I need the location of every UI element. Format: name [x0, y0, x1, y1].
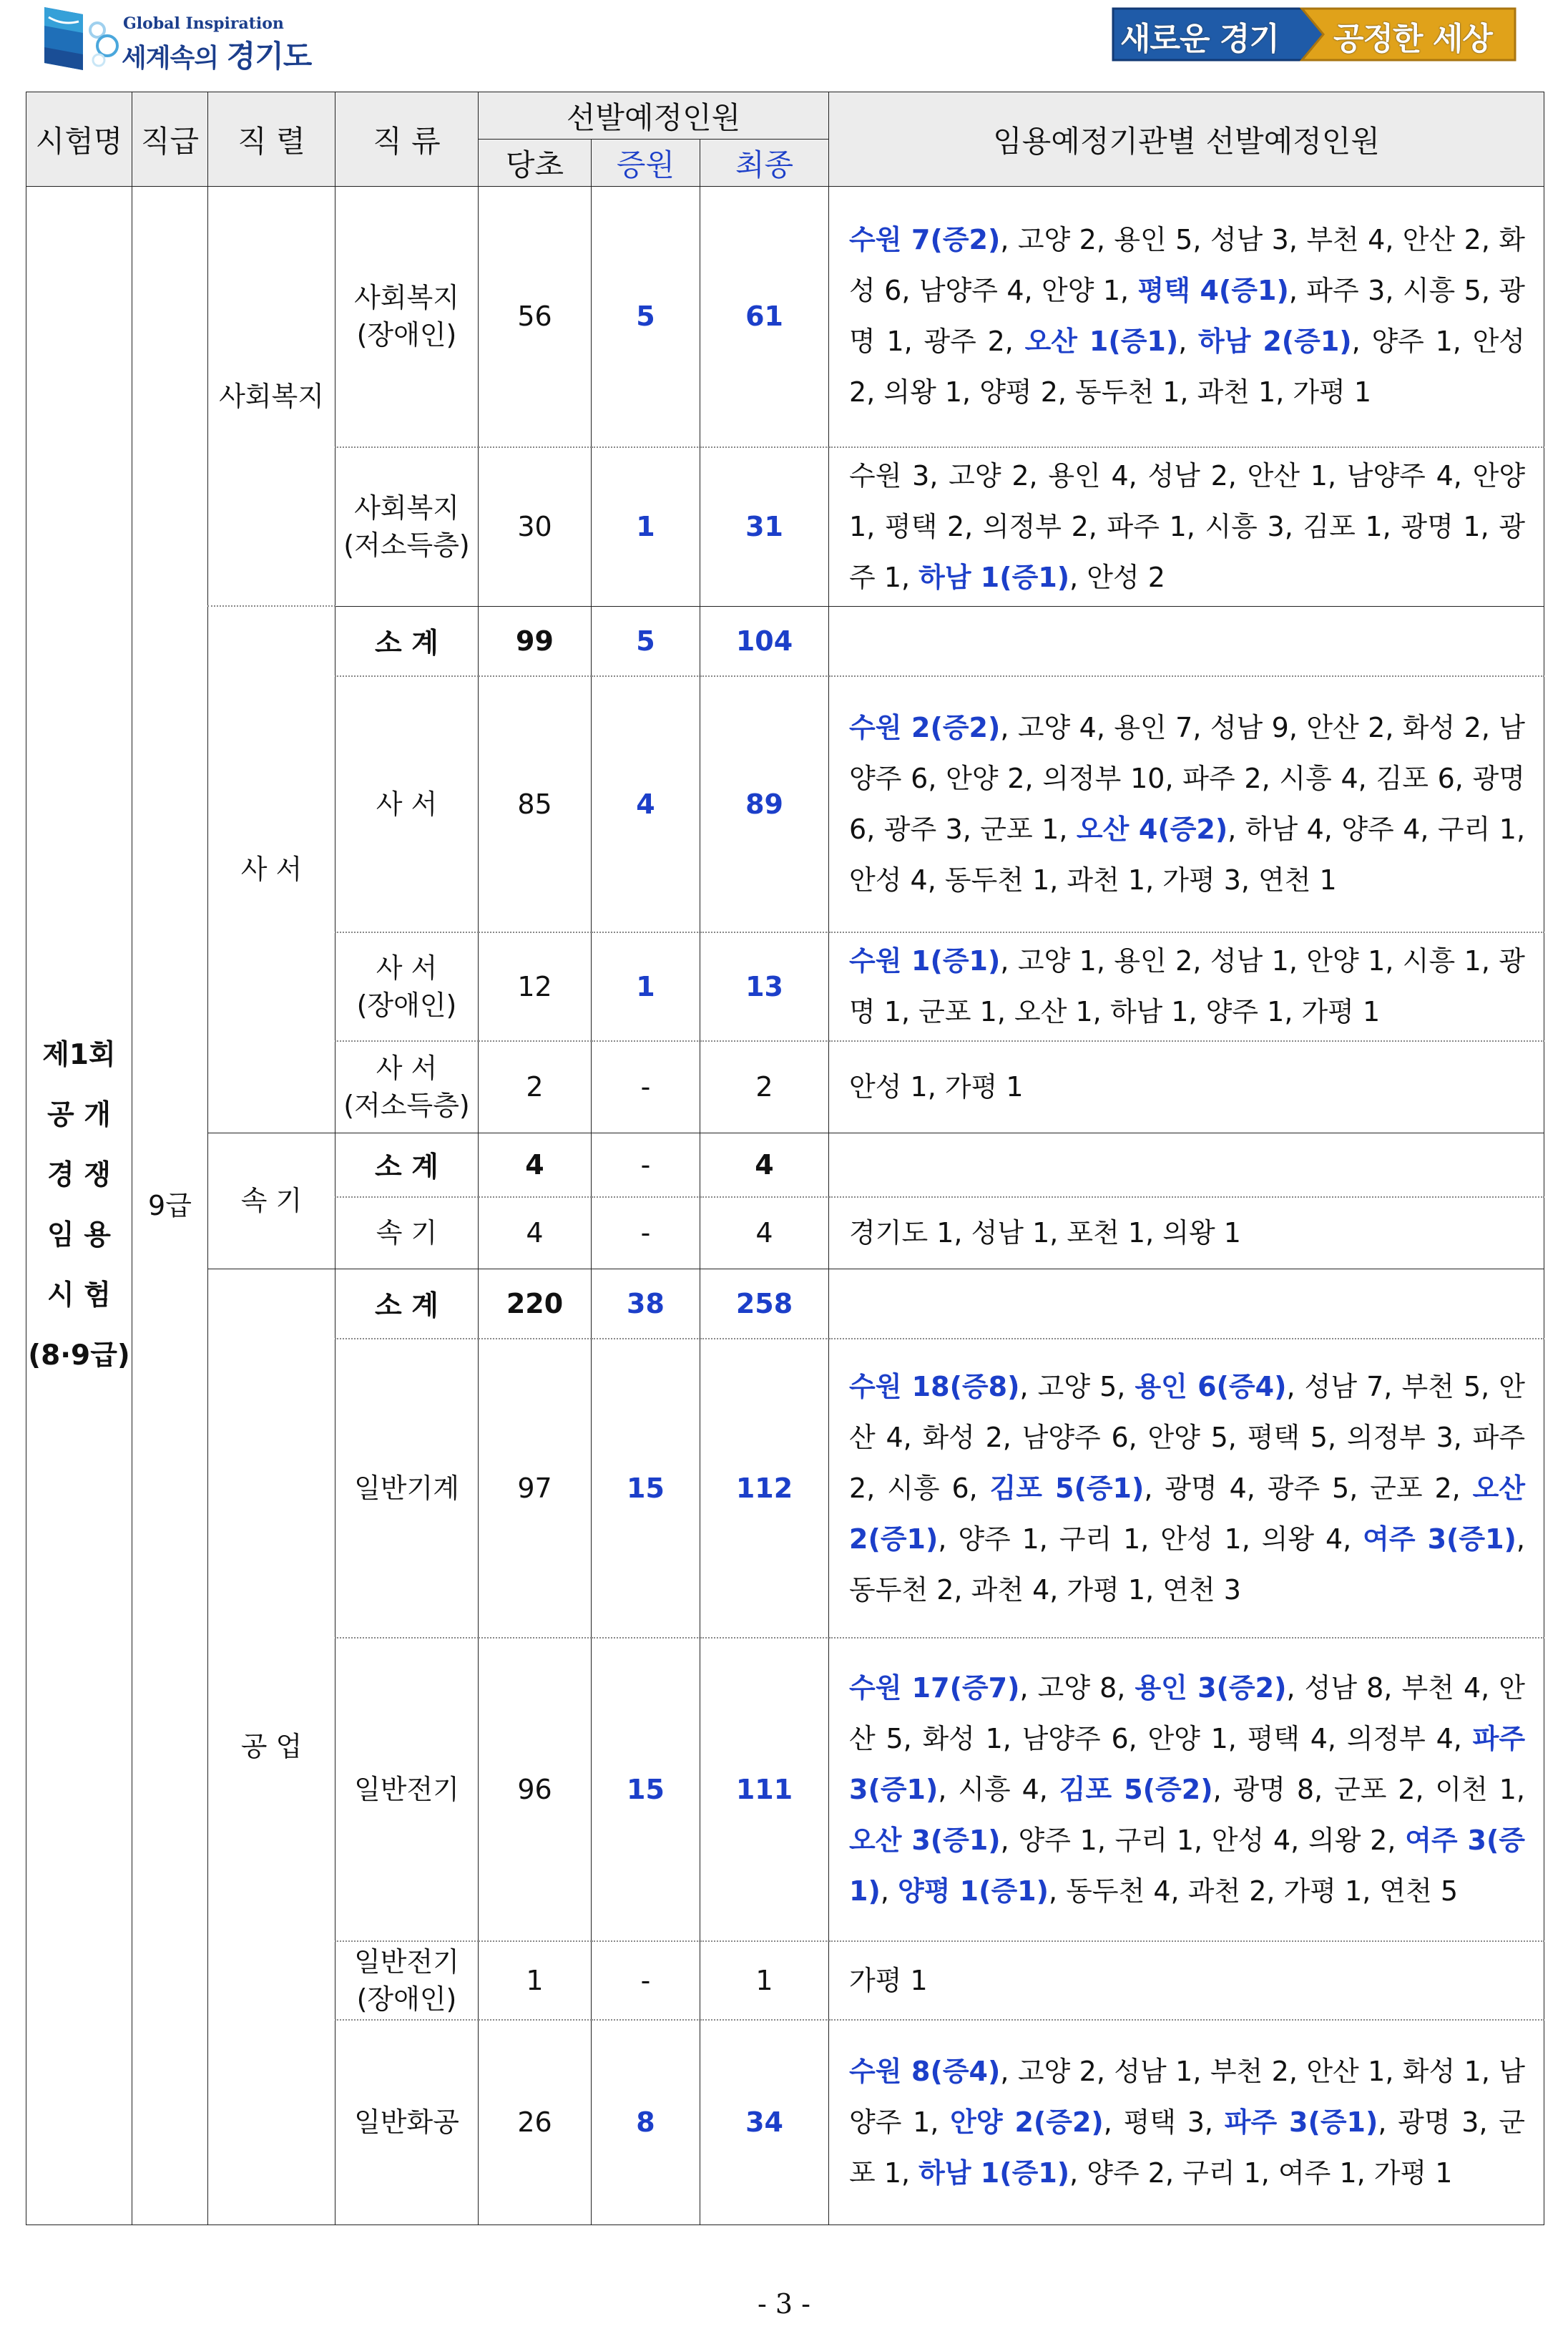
allocation-text: , 고양 2, 성남 1, 부천 2, 안산 1, 화성 1, 남양주 1, — [849, 2055, 1526, 2138]
empty-cell — [829, 1133, 1544, 1197]
allocation-text: , 시흥 4, — [938, 1773, 1059, 1805]
final-cell: 4 — [700, 1197, 829, 1269]
initial-cell: 4 — [479, 1197, 592, 1269]
increase-allocation: 오산 1(증1) — [1024, 326, 1179, 358]
header-class: 직 류 — [335, 92, 479, 187]
class-cell: 일반전기 (장애인) — [335, 1941, 479, 2020]
alloc-cell — [829, 1197, 1544, 1269]
increase-allocation: 수원 18(증8) — [849, 1370, 1020, 1402]
increase-cell: 4 — [592, 676, 700, 932]
exam-name-line: 임 용 — [47, 1219, 111, 1251]
recruitment-table — [26, 92, 1544, 2225]
allocation-text: , 고양 8, — [1019, 1671, 1135, 1704]
subtotal-final: 104 — [700, 606, 829, 676]
series-librarian: 사 서 — [208, 606, 335, 1133]
increase-cell: 1 — [592, 932, 700, 1041]
logo-subtitle: Global Inspiration — [123, 14, 284, 33]
alloc-cell — [829, 187, 1544, 447]
initial-cell: 2 — [479, 1041, 592, 1133]
subtotal-increase: - — [592, 1133, 700, 1197]
allocation-text: , 성남 8, 부천 4, 안산 5, 화성 1, 남양주 6, 안양 1, 평택 4, 의정부 4, — [849, 1671, 1526, 1754]
header-grade: 직급 — [132, 92, 208, 187]
page-number: - 3 - — [757, 2288, 810, 2320]
increase-cell: - — [592, 1941, 700, 2020]
increase-allocation: 오산 2(증1) — [849, 1472, 1526, 1555]
initial-cell: 1 — [479, 1941, 592, 2020]
increase-allocation: 용인 6(증4) — [1135, 1370, 1287, 1402]
header-series: 직 렬 — [208, 92, 335, 187]
alloc-cell — [829, 676, 1544, 932]
increase-allocation: 평택 4(증1) — [1137, 275, 1289, 307]
alloc-cell — [829, 2020, 1544, 2225]
alloc-cell — [829, 1941, 1544, 2020]
header-increase: 증원 — [592, 140, 700, 187]
exam-name-line: 제1회 — [42, 1038, 116, 1071]
empty-cell — [829, 606, 1544, 676]
empty-cell — [829, 1269, 1544, 1339]
increase-cell: 1 — [592, 447, 700, 607]
exam-name-line: 시 험 — [47, 1279, 111, 1312]
logo-title: 세계속의 경기도 — [122, 39, 312, 74]
initial-cell: 12 — [479, 932, 592, 1041]
increase-allocation: 수원 17(증7) — [849, 1671, 1020, 1704]
slogan-banner — [1110, 6, 1518, 63]
increase-allocation: 수원 2(증2) — [849, 712, 1001, 743]
allocation-text: , — [880, 1875, 898, 1907]
increase-allocation: 안양 2(증2) — [950, 2106, 1104, 2138]
allocation-text: , 고양 1, 용인 2, 성남 1, 안양 1, 시흥 1, 광명 1, 군포 1, 오산 1, 하남 1, 양주 1, 가평 1 — [849, 945, 1526, 1027]
allocation-text: , 양주 1, 구리 1, 안성 4, 의왕 2, — [1000, 1824, 1406, 1856]
increase-allocation: 수원 7(증2) — [849, 224, 1001, 256]
subtotal-label: 소 계 — [335, 1133, 479, 1197]
class-cell: 사 서 (장애인) — [335, 932, 479, 1041]
final-cell: 31 — [700, 447, 829, 607]
header-final: 최종 — [700, 140, 829, 187]
slogan-right: 공정한 세상 — [1333, 21, 1492, 57]
gyeonggi-logo — [41, 4, 328, 76]
initial-cell: 26 — [479, 2020, 592, 2225]
allocation-text: , 양주 2, 구리 1, 여주 1, 가평 1 — [1069, 2157, 1453, 2189]
increase-allocation: 김포 5(증1) — [989, 1472, 1145, 1504]
subtotal-label: 소 계 — [335, 1269, 479, 1339]
initial-cell: 30 — [479, 447, 592, 607]
increase-allocation: 하남 2(증1) — [1198, 326, 1352, 358]
gyeonggi-emblem-icon — [41, 4, 86, 73]
class-cell: 일반기계 — [335, 1339, 479, 1638]
increase-allocation: 파주 3(증1) — [1224, 2106, 1378, 2138]
increase-cell: 8 — [592, 2020, 700, 2225]
increase-cell: - — [592, 1197, 700, 1269]
subtotal-label: 소 계 — [335, 606, 479, 676]
increase-allocation: 오산 4(증2) — [1076, 814, 1228, 845]
final-cell: 112 — [700, 1339, 829, 1638]
allocation-text: , 양주 1, 안성 2, 의왕 1, 양평 2, 동두천 1, 과천 1, 가평 1 — [849, 326, 1526, 409]
class-cell: 일반화공 — [335, 2020, 479, 2225]
subtotal-final: 258 — [700, 1269, 829, 1339]
increase-cell: 15 — [592, 1339, 700, 1638]
subtotal-increase: 38 — [592, 1269, 700, 1339]
allocation-text: , 하남 4, 양주 4, 구리 1, 안성 4, 동두천 1, 과천 1, 가평 3, 연천 1 — [849, 814, 1526, 896]
allocation-text: , 동두천 4, 과천 2, 가평 1, 연천 5 — [1049, 1875, 1459, 1907]
allocation-text: 가평 1 — [849, 1964, 928, 1996]
allocation-text: 안성 1, 가평 1 — [849, 1070, 1024, 1103]
exam-name-line: 경 쟁 — [47, 1158, 111, 1191]
logo-swirl-icon — [84, 9, 124, 73]
increase-cell: - — [592, 1041, 700, 1133]
final-cell: 89 — [700, 676, 829, 932]
increase-allocation: 여주 3(증1) — [849, 1824, 1526, 1907]
series-stenography: 속 기 — [208, 1133, 335, 1269]
increase-cell: 5 — [592, 187, 700, 447]
allocation-text: , 성남 7, 부천 5, 안산 4, 화성 2, 남양주 6, 안양 5, 평택 5, 의정부 3, 파주 2, 시흥 6, — [849, 1370, 1526, 1504]
final-cell: 2 — [700, 1041, 829, 1133]
class-cell: 사회복지 (저소득층) — [335, 447, 479, 607]
subtotal-initial: 99 — [479, 606, 592, 676]
increase-allocation: 수원 1(증1) — [849, 945, 1001, 977]
allocation-text: , 고양 4, 용인 7, 성남 9, 안산 2, 화성 2, 남양주 6, 안양 2, 의정부 10, 파주 2, 시흥 4, 김포 6, 광명 6, 광주 3, 군포 1, — [849, 712, 1526, 845]
increase-allocation: 여주 3(증1) — [1363, 1523, 1516, 1555]
subtotal-increase: 5 — [592, 606, 700, 676]
allocation-text: , 고양 5, — [1019, 1370, 1135, 1402]
allocation-text: 경기도 1, 성남 1, 포천 1, 의왕 1 — [849, 1216, 1241, 1249]
initial-cell: 56 — [479, 187, 592, 447]
final-cell: 34 — [700, 2020, 829, 2225]
grade-cell: 9급 — [132, 187, 208, 2225]
subtotal-initial: 4 — [479, 1133, 592, 1197]
header-initial: 당초 — [479, 140, 592, 187]
allocation-text: , 광명 8, 군포 2, 이천 1, — [1212, 1773, 1525, 1805]
allocation-text: , 안성 2 — [1069, 561, 1165, 593]
allocation-text: , 평택 3, — [1103, 2106, 1225, 2138]
allocation-text: 수원 3, 고양 2, 용인 4, 성남 2, 안산 1, 남양주 4, 안양 1, 평택 2, 의정부 2, 파주 1, 시흥 3, 김포 1, 광명 1, 광주 1, — [849, 459, 1526, 593]
alloc-cell — [829, 1041, 1544, 1133]
increase-allocation: 양평 1(증1) — [898, 1875, 1049, 1907]
allocation-text: , 동두천 2, 과천 4, 가평 1, 연천 3 — [849, 1523, 1526, 1606]
series-industry: 공 업 — [208, 1269, 335, 2225]
allocation-text: , 고양 2, 용인 5, 성남 3, 부천 4, 안산 2, 화성 6, 남양주 4, 안양 1, — [849, 224, 1526, 307]
exam-name-line: 공 개 — [47, 1098, 111, 1131]
initial-cell: 97 — [479, 1339, 592, 1638]
increase-allocation: 하남 1(증1) — [918, 2157, 1070, 2189]
class-cell: 속 기 — [335, 1197, 479, 1269]
allocation-text: , — [1178, 326, 1199, 358]
class-cell: 사회복지 (장애인) — [335, 187, 479, 447]
increase-allocation: 수원 8(증4) — [849, 2055, 1001, 2087]
class-cell: 사 서 — [335, 676, 479, 932]
allocation-text: , 광명 4, 광주 5, 군포 2, — [1144, 1472, 1473, 1504]
slogan-left: 새로운 경기 — [1120, 21, 1279, 57]
increase-allocation: 용인 3(증2) — [1135, 1671, 1287, 1704]
initial-cell: 85 — [479, 676, 592, 932]
alloc-cell — [829, 1339, 1544, 1638]
final-cell: 13 — [700, 932, 829, 1041]
subtotal-final: 4 — [700, 1133, 829, 1197]
alloc-cell — [829, 932, 1544, 1041]
class-cell: 일반전기 — [335, 1638, 479, 1941]
header-exam: 시험명 — [26, 92, 132, 187]
exam-name-cell — [26, 187, 132, 2225]
allocation-text: , 광명 3, 군포 1, — [849, 2106, 1526, 2189]
increase-allocation: 김포 5(증2) — [1059, 1773, 1213, 1805]
final-cell: 61 — [700, 187, 829, 447]
final-cell: 111 — [700, 1638, 829, 1941]
header-alloc: 임용예정기관별 선발예정인원 — [829, 92, 1544, 187]
initial-cell: 96 — [479, 1638, 592, 1941]
increase-allocation: 파주 3(증1) — [849, 1722, 1526, 1805]
alloc-cell — [829, 1638, 1544, 1941]
exam-name-line: (8·9급) — [28, 1339, 130, 1372]
increase-cell: 15 — [592, 1638, 700, 1941]
increase-allocation: 하남 1(증1) — [918, 561, 1070, 593]
allocation-text: , 파주 3, 시흥 5, 광명 1, 광주 2, — [849, 275, 1526, 358]
class-cell: 사 서 (저소득층) — [335, 1041, 479, 1133]
final-cell: 1 — [700, 1941, 829, 2020]
alloc-cell — [829, 447, 1544, 607]
increase-allocation: 오산 3(증1) — [849, 1824, 1001, 1856]
header-planned: 선발예정인원 — [479, 92, 829, 140]
series-welfare: 사회복지 — [208, 187, 335, 607]
allocation-text: , 양주 1, 구리 1, 안성 1, 의왕 4, — [938, 1523, 1363, 1555]
subtotal-initial: 220 — [479, 1269, 592, 1339]
